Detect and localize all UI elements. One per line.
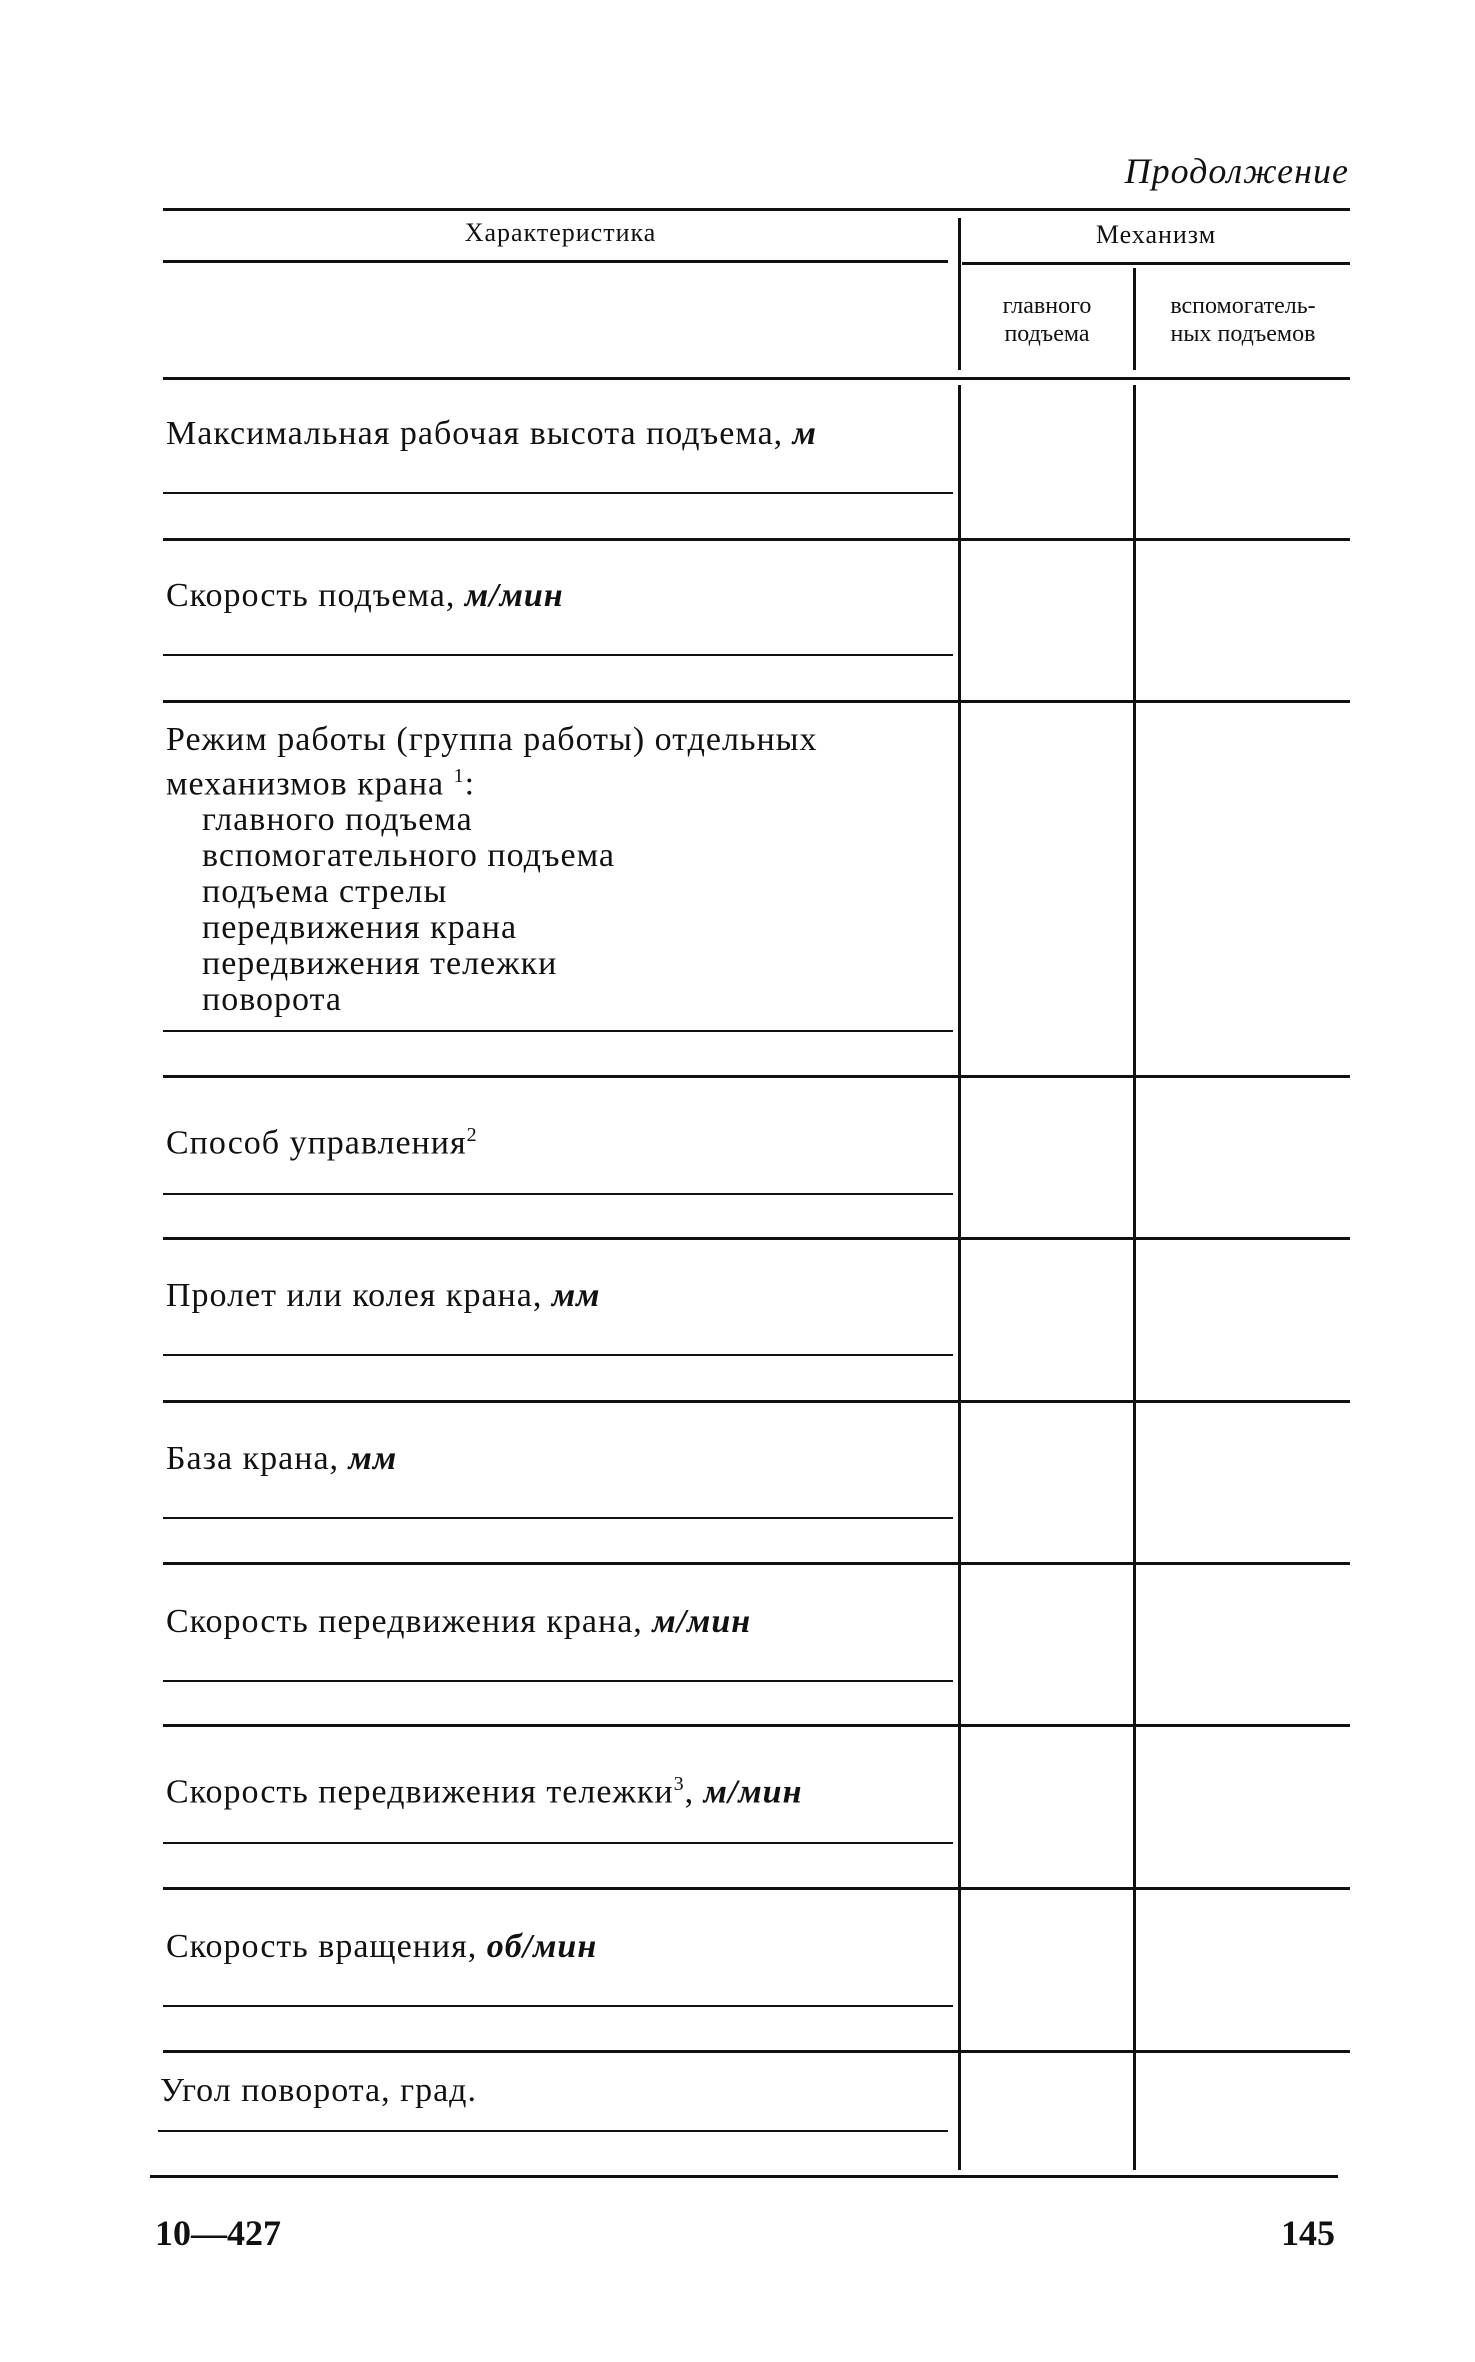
row-rule bbox=[163, 1680, 953, 1682]
header-bottom-rule bbox=[163, 377, 1350, 380]
column-divider-2 bbox=[1133, 385, 1136, 2170]
header-aux-lift: вспомогатель- ных подъемов bbox=[1170, 293, 1316, 347]
row-rule bbox=[163, 1842, 953, 1844]
row-rule bbox=[163, 1354, 953, 1356]
row-rule bbox=[163, 2005, 953, 2007]
row-separator bbox=[163, 1075, 1350, 1078]
footer-code: 10—427 bbox=[155, 2213, 281, 2253]
row-span: Пролет или колея крана, мм bbox=[166, 1277, 601, 1314]
row-rule bbox=[158, 2130, 948, 2132]
row-trolley-speed: Скорость передвижения тележки$^3$, м/мин bbox=[166, 1773, 803, 1811]
page-number: 145 bbox=[1281, 2213, 1335, 2253]
row-separator bbox=[163, 1400, 1350, 1403]
row-rule bbox=[163, 1517, 953, 1519]
row-rule bbox=[163, 654, 953, 656]
row-separator bbox=[163, 1237, 1350, 1240]
row-rotation-speed: Скорость вращения, об/мин bbox=[166, 1928, 598, 1965]
header-mechanism: Механизм bbox=[1095, 220, 1217, 249]
table-top-rule bbox=[163, 208, 1350, 211]
row-crane-travel-speed: Скорость передвижения крана, м/мин bbox=[166, 1603, 752, 1640]
continuation-label: Продолжение bbox=[1124, 151, 1349, 191]
row-separator bbox=[163, 1887, 1350, 1890]
header-rule-right bbox=[962, 262, 1350, 265]
row-slewing-angle: Угол поворота, град. bbox=[160, 2072, 477, 2109]
row-rule bbox=[163, 1193, 953, 1195]
row-rule bbox=[163, 492, 953, 494]
row-separator bbox=[163, 2050, 1350, 2053]
header-rule-left bbox=[163, 260, 948, 263]
row-separator bbox=[163, 538, 1350, 541]
header-divider bbox=[958, 218, 961, 370]
row-max-height: Максимальная рабочая высота подъема, м bbox=[166, 415, 817, 452]
row-rule bbox=[163, 1030, 953, 1032]
row-separator bbox=[163, 700, 1350, 703]
row-operating-mode: Режим работы (группа работы) отдельных механизмов крана $^1$: главного подъема вспомогательного подъема подъема стрелы передвижения крана передвижения тележки поворота bbox=[166, 721, 818, 1019]
row-crane-base: База крана, мм bbox=[166, 1440, 398, 1477]
header-characteristic: Характеристика bbox=[464, 218, 657, 247]
row-separator bbox=[163, 1562, 1350, 1565]
table-bottom-rule bbox=[150, 2175, 1338, 2178]
row-lift-speed: Скорость подъема, м/мин bbox=[166, 577, 564, 614]
row-control-method: Способ управления$^2$ bbox=[166, 1124, 478, 1162]
row-separator bbox=[163, 1724, 1350, 1727]
column-divider-1 bbox=[958, 385, 961, 2170]
header-main-lift: главного подъема bbox=[1002, 293, 1092, 347]
